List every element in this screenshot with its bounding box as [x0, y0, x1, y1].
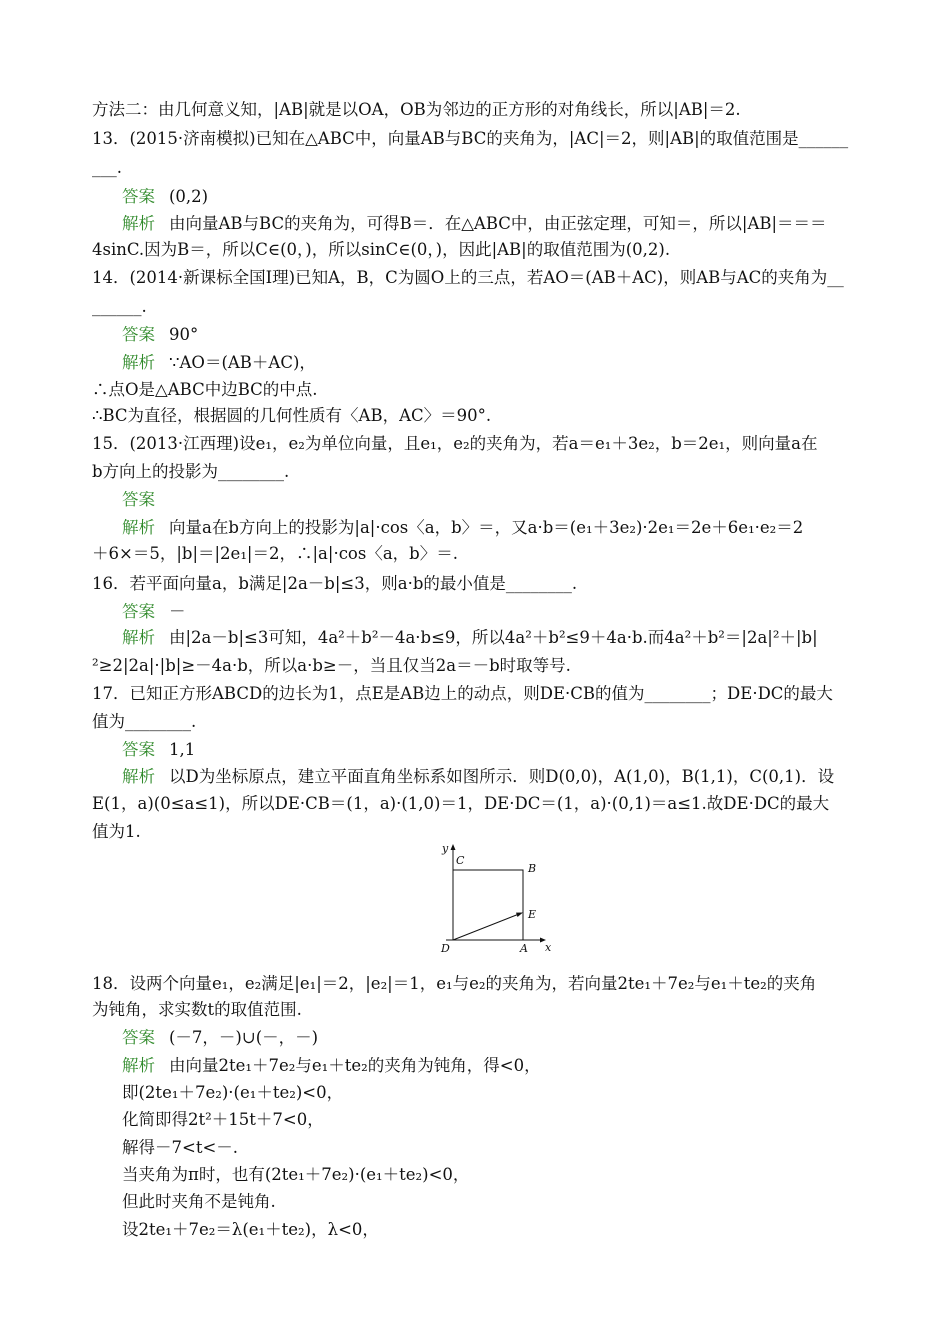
text-line: [92, 544, 458, 564]
y-axis-arrow-icon: [451, 844, 456, 850]
text-line: [92, 794, 829, 814]
text-line: [92, 297, 147, 317]
text-line: [92, 462, 289, 482]
line-text: 14．(2014·新课标全国Ⅰ理)已知A，B，C为圆O上的三点，若AO＝(AB＋AC)，则AB与AC的夹角为__: [92, 268, 844, 287]
line-text: 但此时夹角不是钝角.: [122, 1192, 276, 1211]
line-text: 由向量2te₁＋7e₂与e₁＋te₂的夹角为钝角，得<0，: [169, 1056, 541, 1075]
label-a: A: [520, 942, 528, 955]
text-line: [122, 325, 198, 345]
line-text: 即(2te₁＋7e₂)·(e₁＋te₂)<0，: [122, 1083, 344, 1102]
text-line: [122, 214, 827, 234]
section-label: 答案: [122, 187, 155, 206]
text-line: [92, 1000, 302, 1020]
text-line: [122, 518, 803, 538]
section-label: 答案: [122, 325, 155, 344]
label-d: D: [441, 942, 450, 955]
line-text: ²≥2|2a|·|b|≥－4a·b，所以a·b≥－，当且仅当2a＝－b时取等号.: [92, 656, 571, 675]
text-line: [92, 129, 848, 149]
section-label: 答案: [122, 490, 155, 509]
text-line: [92, 974, 816, 994]
line-text: 由向量AB与BC的夹角为，可得B＝．在△ABC中，由正弦定理，可知＝，所以|AB|＝＝＝: [169, 214, 827, 233]
line-text: 1,1: [169, 740, 196, 759]
text-line: [92, 822, 141, 842]
line-text: (0,2): [169, 187, 209, 206]
text-line: [92, 268, 844, 288]
line-text: ______.: [92, 297, 147, 316]
text-line: [122, 767, 834, 787]
text-line: [122, 628, 818, 648]
text-line: [122, 490, 169, 510]
coordinate-figure: [420, 840, 560, 958]
text-line: [122, 1220, 379, 1240]
text-line: [122, 353, 316, 373]
line-text: 为钝角，求实数t的取值范围.: [92, 1000, 302, 1019]
text-line: [122, 187, 208, 207]
line-text: ＋6×＝5，|b|＝|2e₁|＝2，∴|a|·cos〈a，b〉＝.: [92, 544, 458, 563]
text-line: [92, 574, 577, 594]
text-line: [122, 1028, 318, 1048]
label-y: y: [442, 842, 449, 855]
line-text: 由|2a－b|≤3可知，4a²＋b²－4a·b≤9，所以4a²＋b²≤9＋4a·b.而4a²＋b²＝|2a|²＋|b|: [169, 628, 818, 647]
text-line: [122, 1083, 343, 1103]
text-line: [122, 1056, 541, 1076]
section-label: 答案: [122, 1028, 155, 1047]
vector-de: [453, 914, 519, 940]
line-text: ___.: [92, 158, 122, 177]
line-text: ∵AO＝(AB＋AC)，: [169, 353, 316, 372]
label-x: x: [545, 941, 552, 954]
text-line: [92, 684, 833, 704]
section-label: 解析: [122, 214, 155, 233]
line-text: b方向上的投影为________.: [92, 462, 290, 481]
text-line: [92, 240, 670, 260]
label-e: E: [528, 908, 537, 921]
line-text: 值为1.: [92, 822, 141, 841]
text-line: [122, 740, 195, 760]
section-label: 解析: [122, 518, 155, 537]
section-label: 解析: [122, 1056, 155, 1075]
text-line: [92, 656, 571, 676]
text-line: [122, 1165, 469, 1185]
line-text: 17．已知正方形ABCD的边长为1，点E是AB边上的动点，则DE·CB的值为________；DE·DC的最大: [92, 684, 833, 703]
square-abcd: [453, 870, 523, 940]
line-text: 18．设两个向量e₁，e₂满足|e₁|＝2，|e₂|＝1，e₁与e₂的夹角为，若向量2te₁＋7e₂与e₁＋te₂的夹角: [92, 974, 817, 993]
line-text: 当夹角为π时，也有(2te₁＋7e₂)·(e₁＋te₂)<0，: [122, 1165, 470, 1184]
line-text: －: [169, 602, 186, 621]
text-line: [92, 434, 818, 454]
text-line: [92, 712, 196, 732]
section-label: 答案: [122, 740, 155, 759]
line-text: ∴点O是△ABC中边BC的中点.: [92, 380, 318, 399]
label-b: B: [528, 862, 537, 875]
section-label: 解析: [122, 353, 155, 372]
line-text: 值为________.: [92, 712, 197, 731]
vector-de-arrow-icon: [516, 913, 523, 918]
text-line: [122, 602, 186, 622]
text-line: [122, 1110, 324, 1130]
section-label: 解析: [122, 767, 155, 786]
line-text: 90°: [169, 325, 199, 344]
line-text: 方法二：由几何意义知，|AB|就是以OA，OB为邻边的正方形的对角线长，所以|AB|＝2.: [92, 100, 741, 119]
line-text: 以D为坐标原点，建立平面直角坐标系如图所示．则D(0,0)，A(1,0)，B(1,1)，C(0,1)．设: [169, 767, 835, 786]
section-label: 解析: [122, 628, 155, 647]
text-line: [122, 1192, 276, 1212]
label-c: C: [456, 854, 465, 867]
text-line: [92, 158, 122, 178]
line-text: 15．(2013·江西理)设e₁，e₂为单位向量，且e₁，e₂的夹角为，若a＝e₁＋3e₂，b＝2e₁，则向量a在: [92, 434, 818, 453]
text-line: [122, 1138, 238, 1158]
line-text: 化简即得2t²＋15t＋7<0，: [122, 1110, 324, 1129]
line-text: 13．(2015·济南模拟)已知在△ABC中，向量AB与BC的夹角为，|AC|＝2，则|AB|的取值范围是______: [92, 129, 849, 148]
line-text: ∴BC为直径，根据圆的几何性质有〈AB，AC〉＝90°.: [92, 406, 492, 425]
line-text: 向量a在b方向上的投影为|a|·cos〈a，b〉＝，又a·b＝(e₁＋3e₂)·2e₁＝2e＋6e₁·e₂＝2: [169, 518, 804, 537]
line-text: (－7，－)∪(－，－): [169, 1028, 319, 1047]
line-text: 4sinC.因为B＝，所以C∈(0，)，所以sinC∈(0，)，因此|AB|的取值范围为(0,2).: [92, 240, 671, 259]
text-line: [92, 406, 491, 426]
text-line: [92, 380, 318, 400]
line-text: 设2te₁＋7e₂＝λ(e₁＋te₂)，λ<0，: [122, 1220, 379, 1239]
section-label: 答案: [122, 602, 155, 621]
text-line: [92, 100, 741, 120]
line-text: E(1，a)(0≤a≤1)，所以DE·CB＝(1，a)·(1,0)＝1，DE·DC＝(1，a)·(0,1)＝a≤1.故DE·DC的最大: [92, 794, 830, 813]
line-text: 解得－7<t<－.: [122, 1138, 239, 1157]
line-text: 16．若平面向量a，b满足|2a－b|≤3，则a·b的最小值是________.: [92, 574, 578, 593]
